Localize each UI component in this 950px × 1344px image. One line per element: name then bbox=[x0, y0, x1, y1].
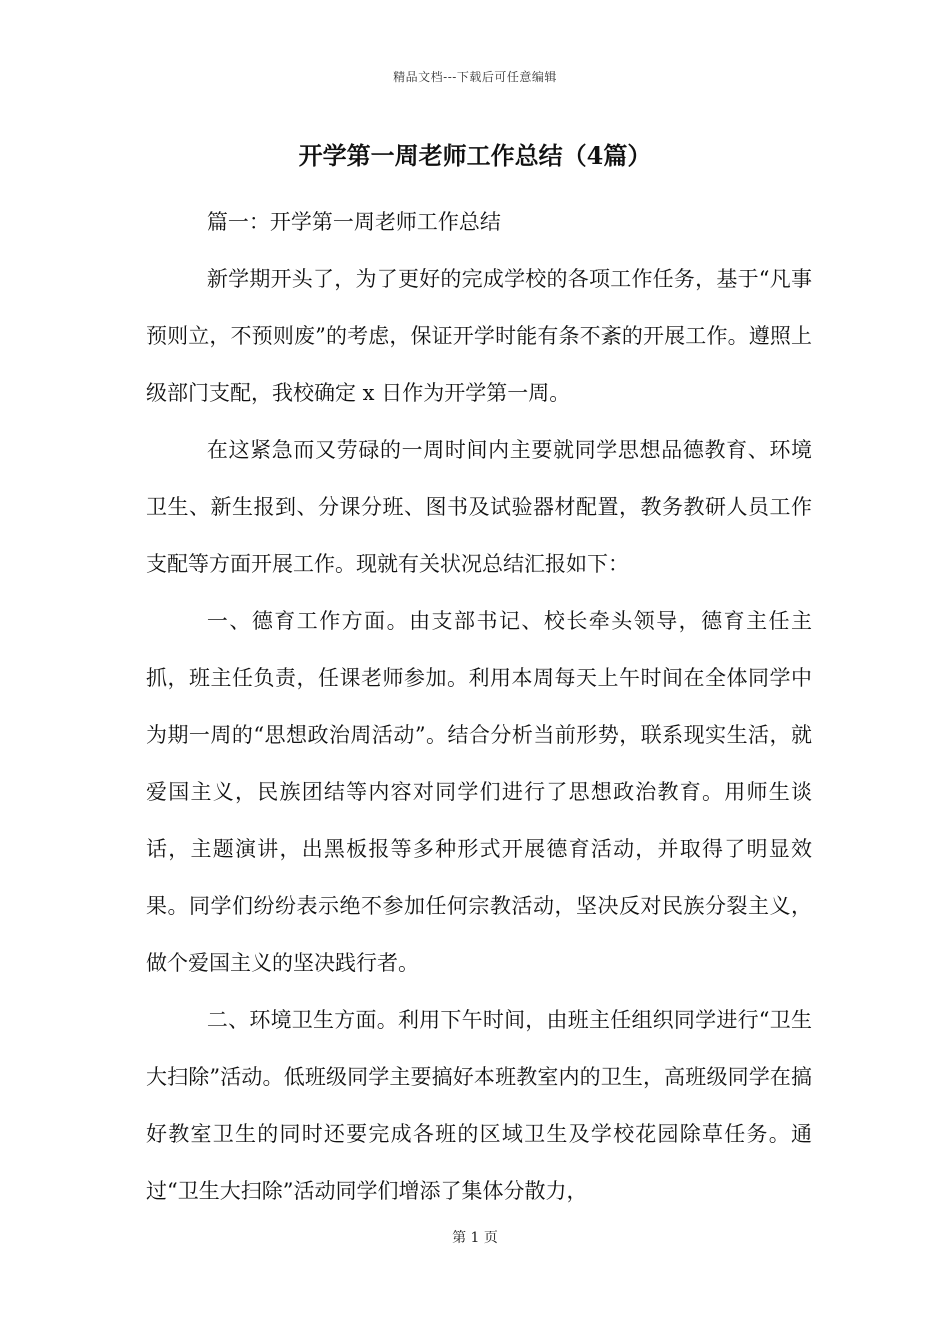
header-note: 精品文档---下载后可任意编辑 bbox=[393, 70, 557, 84]
paragraph-1: 新学期开头了，为了更好的完成学校的各项工作任务，基于“凡事预则立，不预则废”的考虑，保证开学时能有条不紊的开展工作。遵照上级部门支配，我校确定 x 日作为开学第一周。 bbox=[146, 267, 812, 405]
document-body bbox=[146, 202, 812, 1220]
page-number: 第 1 页 bbox=[452, 1230, 498, 1246]
document-title: 开学第一周老师工作总结（4篇） bbox=[298, 141, 652, 170]
paragraph-2: 在这紧急而又劳碌的一周时间内主要就同学思想品德教育、环境卫生、新生报到、分课分班、图书及试验器材配置，教务教研人员工作支配等方面开展工作。现就有关状况总结汇报如下： bbox=[146, 438, 812, 576]
section-heading: 篇一：开学第一周老师工作总结 bbox=[206, 210, 501, 234]
paragraph-3: 一、德育工作方面。由支部书记、校长牵头领导，德育主任主抓，班主任负责，任课老师参加。利用本周每天上午时间在全体同学中为期一周的“思想政治周活动”。结合分析当前形势，联系现实生活，就爱国主义，民族团结等内容对同学们进行了思想政治教育。用师生谈话，主题演讲，出黑板报等多种形式开展德育活动，并取得了明显效果。同学们纷纷表示绝不参加任何宗教活动，坚决反对民族分裂主义，做个爱国主义的坚决践行者。 bbox=[146, 609, 812, 975]
paragraph-4: 二、环境卫生方面。利用下午时间，由班主任组织同学进行“卫生大扫除”活动。低班级同学主要搞好本班教室内的卫生，高班级同学在搞好教室卫生的同时还要完成各班的区域卫生及学校花园除草任务。通过“卫生大扫除”活动同学们增添了集体分散力， bbox=[146, 1008, 812, 1203]
